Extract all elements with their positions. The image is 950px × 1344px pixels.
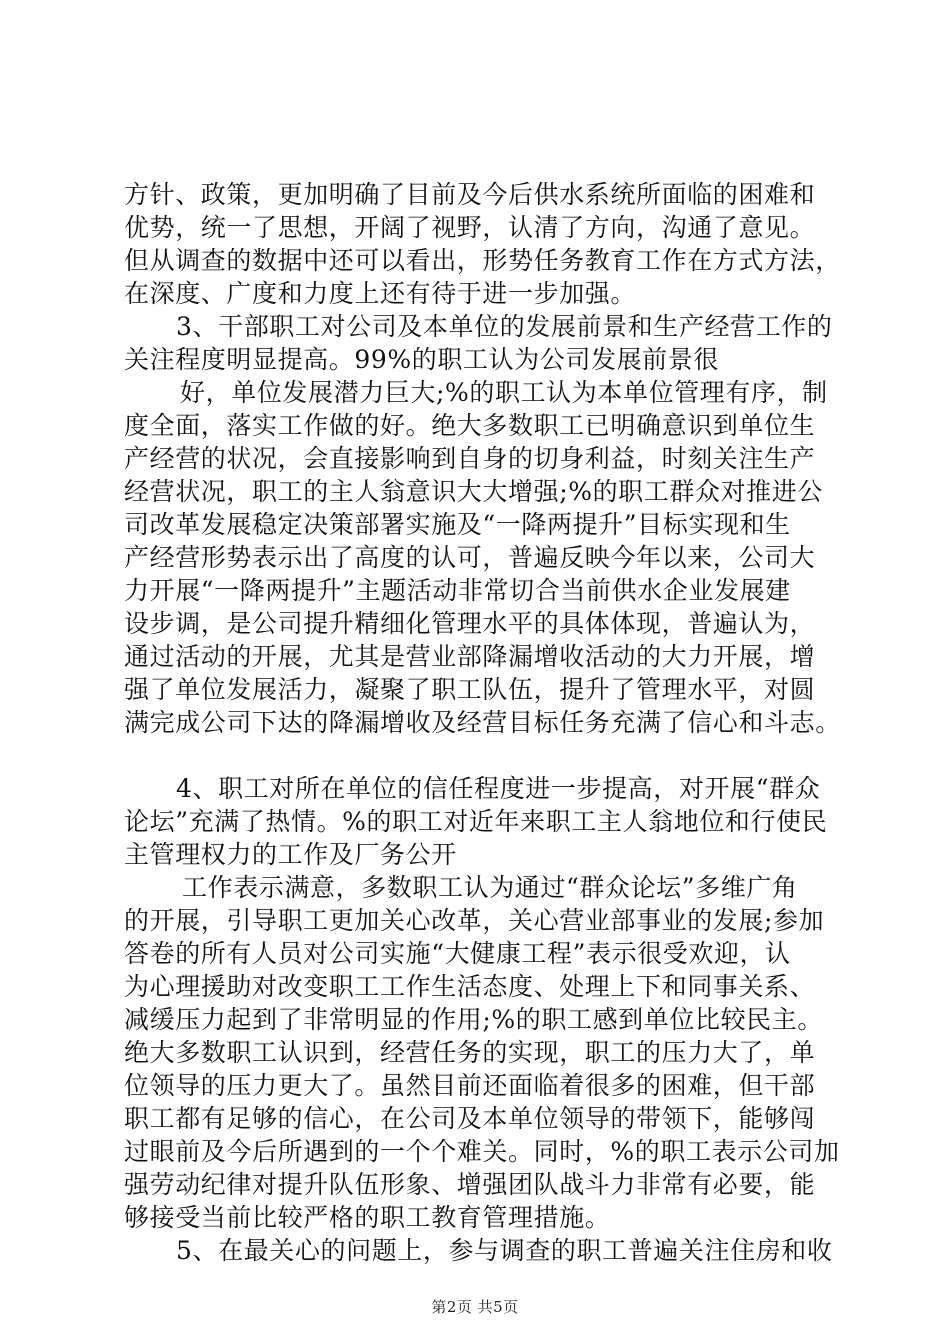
text-line: 经营状况，职工的主人翁意识大大增强;%的职工群众对推进公 <box>124 477 823 506</box>
paragraph-5-start: 5、在最关心的问题上，参与调查的职工普遍关注住房和收 <box>176 1236 833 1265</box>
paragraph-3-start: 3、干部职工对公司及本单位的发展前景和生产经营工作的 <box>176 312 833 341</box>
text-line: 工作表示满意，多数职工认为通过“群众论坛”多维广角 <box>182 873 798 902</box>
text-line: 好，单位发展潜力巨大;%的职工认为本单位管理有序，制 <box>180 378 828 407</box>
text-line: 主管理权力的工作及厂务公开 <box>124 840 457 869</box>
page-footer: 第2页 共5页 <box>431 1298 519 1316</box>
text-line: 绝大多数职工认识到，经营任务的实现，职工的压力大了，单 <box>124 1038 816 1067</box>
text-line: 减缓压力起到了非常明显的作用;%的职工感到单位比较民主。 <box>124 1005 823 1034</box>
text-line: 但从调查的数据中还可以看出，形势任务教育工作在方式方法， <box>124 246 841 275</box>
text-line: 在深度、广度和力度上还有待于进一步加强。 <box>124 279 637 308</box>
text-line: 强了单位发展活力，凝聚了职工队伍，提升了管理水平，对圆 <box>124 675 816 704</box>
text-line: 的开展，引导职工更加关心改革，关心营业部事业的发展;参加 <box>124 906 825 935</box>
text-line: 论坛”充满了热情。%的职工对近年来职工主人翁地位和行使民 <box>124 807 828 836</box>
text-line: 为心理援助对改变职工工作生活态度、处理上下和同事关系、 <box>124 972 816 1001</box>
text-line: 强劳动纪律对提升队伍形象、增强团队战斗力非常有必要，能 <box>124 1170 816 1199</box>
text-line: 位领导的压力更大了。虽然目前还面临着很多的困难，但干部 <box>124 1071 816 1100</box>
text-line: 产经营形势表示出了高度的认可，普遍反映今年以来，公司大 <box>124 543 816 572</box>
text-line: 满完成公司下达的降漏增收及经营目标任务充满了信心和斗志。 <box>124 708 841 737</box>
text-line: 优势，统一了思想，开阔了视野，认清了方向，沟通了意见。 <box>124 213 816 242</box>
text-line: 度全面，落实工作做的好。绝大多数职工已明确意识到单位生 <box>124 411 816 440</box>
text-line: 通过活动的开展，尤其是营业部降漏增收活动的大力开展，增 <box>124 642 816 671</box>
text-line: 产经营的状况，会直接影响到自身的切身利益，时刻关注生产 <box>124 444 816 473</box>
text-line: 过眼前及今后所遇到的一个个难关。同时，%的职工表示公司加 <box>124 1137 840 1166</box>
text-line: 够接受当前比较严格的职工教育管理措施。 <box>124 1203 611 1232</box>
text-line: 司改革发展稳定决策部署实施及“一降两提升”目标实现和生 <box>124 510 791 539</box>
text-line: 职工都有足够的信心，在公司及本单位领导的带领下，能够闯 <box>124 1104 816 1133</box>
text-line: 答卷的所有人员对公司实施“大健康工程”表示很受欢迎，认 <box>124 939 791 968</box>
text-line: 力开展“一降两提升”主题活动非常切合当前供水企业发展建 <box>124 576 791 605</box>
text-line: 设步调，是公司提升精细化管理水平的具体体现，普遍认为， <box>124 609 816 638</box>
text-line: 关注程度明显提高。99%的职工认为公司发展前景很 <box>124 345 719 374</box>
paragraph-4-start: 4、职工对所在单位的信任程度进一步提高，对开展“群众 <box>176 774 821 803</box>
text-line: 方针、政策，更加明确了目前及今后供水系统所面临的困难和 <box>124 180 816 209</box>
